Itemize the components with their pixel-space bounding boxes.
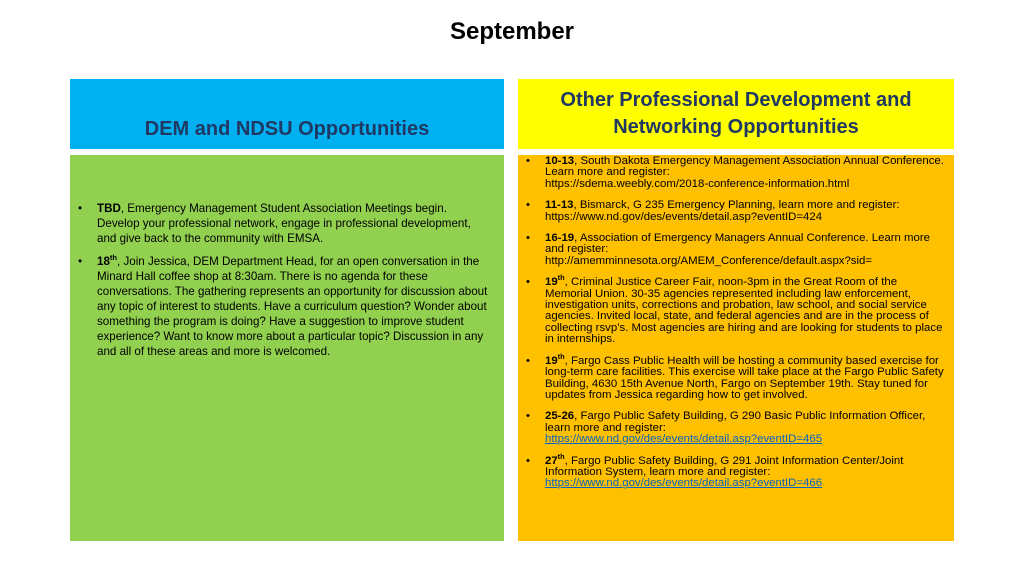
event-description: , Join Jessica, DEM Department Head, for an open conversation in the Minard Hall coffee shop at 8:30am. There is no agenda for these conversations. The gathering represents an opportunity for discussion about any topic of interest to students. Have a curriculum question? Wonder about something the program is doing? Have a suggestion to improve student experience? Want to know more about a particular topic? Discussion in any and all of these areas and more is welcomed. bbox=[97, 255, 488, 358]
event-date: TBD bbox=[97, 202, 121, 215]
event-register-link[interactable]: https://www.nd.gov/des/events/detail.asp?eventID=466 bbox=[545, 477, 823, 490]
list-item bbox=[78, 254, 490, 359]
other-opportunities-list-panel bbox=[518, 155, 954, 541]
event-url: https://www.nd.gov/des/events/detail.asp?eventID=424 bbox=[545, 210, 823, 223]
event-date: 27 bbox=[545, 454, 558, 467]
event-description: , South Dakota Emergency Management Association Annual Conference. Learn more and register: bbox=[545, 155, 944, 179]
event-date: 10-13 bbox=[545, 155, 575, 167]
list-item bbox=[526, 451, 946, 490]
list-item bbox=[526, 351, 946, 402]
list-item bbox=[526, 273, 946, 346]
list-item bbox=[78, 201, 490, 246]
list-item bbox=[526, 233, 946, 267]
ndsu-opportunities-header bbox=[70, 79, 504, 149]
event-url: https://sdema.weebly.com/2018-conference-information.html bbox=[545, 177, 850, 190]
list-item bbox=[526, 200, 946, 223]
event-date: 11-13 bbox=[545, 199, 574, 212]
event-description: , Criminal Justice Career Fair, noon-3pm in the Great Room of the Memorial Union. 30-35 agencies represented including law enforcement, investigation units, corrections and probation, law school, and social service agencies. Invited local, state, and federal agencies and are in the process of collecting rsvp’s. Most agencies are hiring and are looking for students to place in internships. bbox=[545, 276, 943, 346]
date-suffix: th bbox=[109, 253, 118, 263]
list-item bbox=[526, 156, 946, 190]
date-suffix: th bbox=[557, 273, 565, 283]
page-title: September bbox=[449, 18, 575, 45]
ndsu-opportunities-heading: DEM and NDSU Opportunities bbox=[144, 118, 430, 140]
event-description: , Emergency Management Student Association Meetings begin. Develop your professional network, engage in professional development, and give back to the community with EMSA. bbox=[97, 202, 471, 245]
event-description: , Fargo Public Safety Building, G 290 Basic Public Information Officer, learn more and register: bbox=[545, 410, 926, 434]
event-url: http://amemminnesota.org/AMEM_Conference/default.aspx?sid= bbox=[545, 254, 873, 267]
event-description: , Bismarck, G 235 Emergency Planning, learn more and register: bbox=[573, 199, 900, 212]
date-suffix: th bbox=[557, 451, 565, 461]
event-date: 19 bbox=[545, 276, 558, 289]
event-description: , Fargo Public Safety Building, G 291 Joint Information Center/Joint Information System, learn more and register: bbox=[545, 454, 904, 478]
date-suffix: th bbox=[557, 351, 565, 361]
other-opportunities-header bbox=[518, 79, 954, 149]
ndsu-opportunities-list-panel bbox=[70, 155, 504, 541]
event-description: , Fargo Cass Public Health will be hosting a community based exercise for long-term care facilities. This exercise will take place at the Fargo Public Safety Building, 4630 15th Avenue North, Fargo on September 19th. Stay tuned for updates from Jessica regarding how to get involved. bbox=[545, 354, 944, 401]
event-date: 19 bbox=[545, 354, 558, 367]
event-date: 16-19 bbox=[545, 232, 575, 245]
event-date: 25-26 bbox=[545, 410, 575, 423]
event-date: 18 bbox=[97, 255, 110, 268]
other-opportunities-heading: Other Professional Development and Networking Opportunities bbox=[560, 89, 912, 138]
event-register-link[interactable]: https://www.nd.gov/des/events/detail.asp?eventID=465 bbox=[545, 433, 823, 446]
list-item bbox=[526, 411, 946, 445]
event-description: , Association of Emergency Managers Annual Conference. Learn more and register: bbox=[545, 232, 930, 256]
